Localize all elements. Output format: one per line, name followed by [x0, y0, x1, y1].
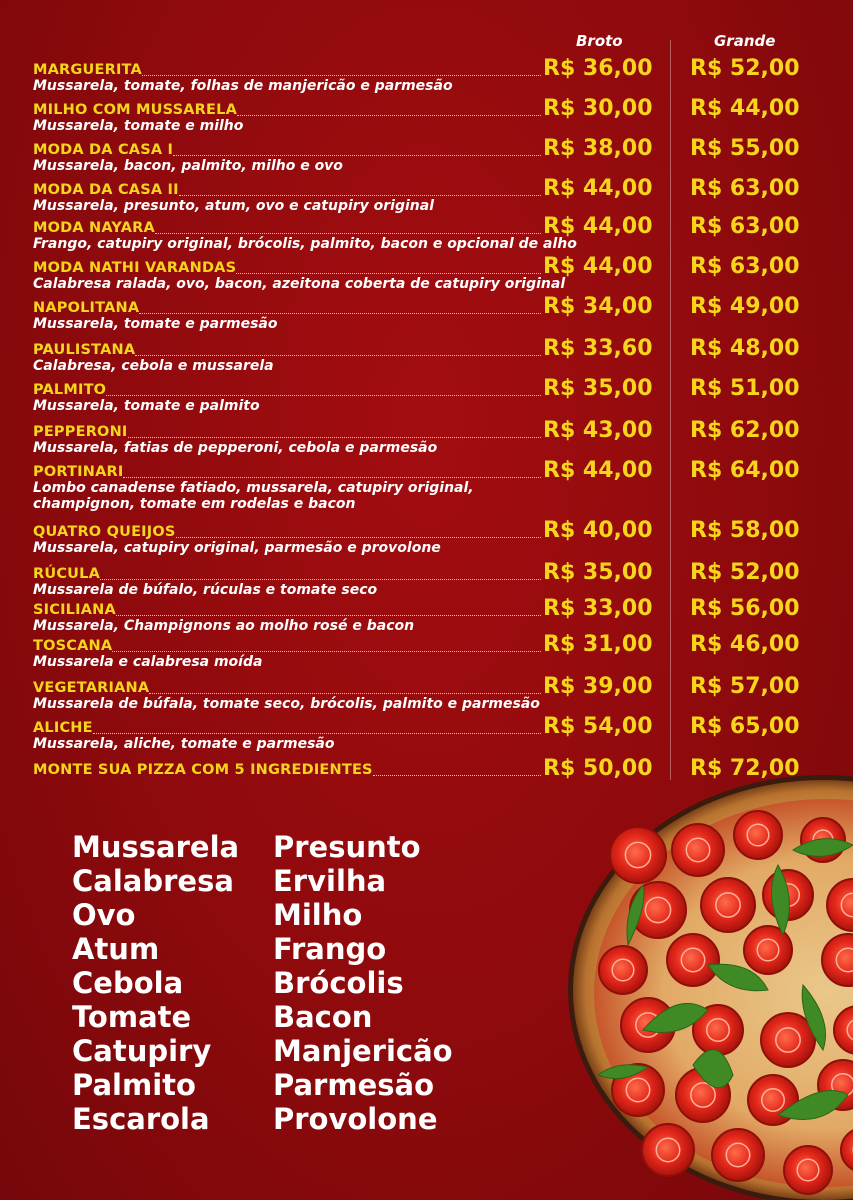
item-description: Mussarela, tomate e palmito: [33, 398, 260, 414]
dotted-leader: [237, 115, 541, 116]
price-grande: R$ 62,00: [690, 418, 800, 443]
item-name: PALMITO: [33, 382, 107, 398]
item-name: PORTINARI: [33, 464, 124, 480]
item-description: Mussarela, presunto, atum, ovo e catupiry original: [33, 198, 435, 214]
item-name: MODA DA CASA I: [33, 142, 174, 158]
menu-item: [33, 138, 813, 174]
item-description: Mussarela, bacon, palmito, milho e ovo: [33, 158, 343, 174]
dotted-leader: [236, 273, 541, 274]
item-name: QUATRO QUEIJOS: [33, 524, 176, 540]
ingredient-item: Milho: [273, 898, 363, 932]
ingredient-item: Manjericão: [273, 1034, 453, 1068]
dotted-leader: [93, 733, 541, 734]
price-broto: R$ 44,00: [543, 254, 653, 279]
item-description: Mussarela, catupiry original, parmesão e provolone: [33, 540, 441, 556]
item-name: ALICHE: [33, 720, 93, 736]
menu-item: [33, 634, 813, 670]
item-name: NAPOLITANA: [33, 300, 140, 316]
price-broto: R$ 35,00: [543, 376, 653, 401]
dotted-leader: [139, 313, 541, 314]
item-name: MILHO COM MUSSARELA: [33, 102, 238, 118]
item-description: Frango, catupiry original, brócolis, palmito, bacon e opcional de alho: [33, 236, 577, 252]
ingredient-item: Atum: [72, 932, 160, 966]
ingredient-item: Parmesão: [273, 1068, 434, 1102]
item-name: MONTE SUA PIZZA COM 5 INGREDIENTES: [33, 762, 373, 778]
item-description: Mussarela e calabresa moída: [33, 654, 263, 670]
price-broto: R$ 40,00: [543, 518, 653, 543]
dotted-leader: [123, 477, 541, 478]
menu-item: [33, 716, 813, 752]
tomato-slice: [667, 934, 719, 986]
ingredients-left: [72, 830, 239, 1136]
dotted-leader: [135, 355, 541, 356]
item-description: Mussarela de búfala, tomate seco, brócolis, palmito e parmesão: [33, 696, 540, 712]
dotted-leader: [142, 75, 541, 76]
item-name: SICILIANA: [33, 602, 116, 618]
tomato-slice: [672, 824, 724, 876]
item-description: Lombo canadense fatiado, mussarela, catupiry original,: [33, 480, 474, 496]
price-grande: R$ 52,00: [690, 560, 800, 585]
dotted-leader: [100, 579, 541, 580]
item-name: MARGUERITA: [33, 62, 142, 78]
price-grande: R$ 58,00: [690, 518, 800, 543]
price-grande: R$ 46,00: [690, 632, 800, 657]
ingredient-item: Palmito: [72, 1068, 196, 1102]
item-description: Mussarela, tomate e milho: [33, 118, 244, 134]
ingredient-item: Catupiry: [72, 1034, 212, 1068]
ingredient-item: Ervilha: [273, 864, 387, 898]
dotted-leader: [128, 437, 541, 438]
price-grande: R$ 64,00: [690, 458, 800, 483]
tomato-slice: [599, 946, 647, 994]
menu-item: [33, 520, 813, 556]
item-description: Mussarela, aliche, tomate e parmesão: [33, 736, 335, 752]
item-description: Mussarela, fatias de pepperoni, cebola e parmesão: [33, 440, 438, 456]
dotted-leader: [116, 615, 541, 616]
price-grande: R$ 51,00: [690, 376, 800, 401]
dotted-leader: [106, 395, 541, 396]
menu-item: [33, 338, 813, 374]
tomato-slice: [642, 1124, 694, 1176]
tomato-slice: [712, 1129, 764, 1181]
item-name: PAULISTANA: [33, 342, 136, 358]
price-grande: R$ 63,00: [690, 176, 800, 201]
ingredient-item: Frango: [273, 932, 387, 966]
ingredient-item: Brócolis: [273, 966, 404, 1000]
ingredients-right: [273, 830, 453, 1136]
item-name: MODA NATHI VARANDAS: [33, 260, 237, 276]
ingredient-item: Bacon: [273, 1000, 373, 1034]
column-header-grande: Grande: [714, 32, 776, 50]
price-broto: R$ 54,00: [543, 714, 653, 739]
price-broto: R$ 33,00: [543, 596, 653, 621]
tomato-slice: [784, 1146, 832, 1194]
pizza-icon: [568, 775, 853, 1200]
price-grande: R$ 48,00: [690, 336, 800, 361]
price-broto: R$ 38,00: [543, 136, 653, 161]
menu-item: [33, 562, 813, 598]
price-broto: R$ 44,00: [543, 458, 653, 483]
price-broto: R$ 30,00: [543, 96, 653, 121]
price-broto: R$ 50,00: [543, 756, 653, 781]
menu-item: [33, 460, 813, 512]
tomato-slice: [610, 827, 666, 883]
price-broto: R$ 43,00: [543, 418, 653, 443]
item-description: Mussarela de búfalo, rúculas e tomate seco: [33, 582, 378, 598]
ingredient-item: Calabresa: [72, 864, 234, 898]
price-grande: R$ 55,00: [690, 136, 800, 161]
price-grande: R$ 57,00: [690, 674, 800, 699]
menu-item: [33, 178, 813, 214]
menu-item: [33, 420, 813, 456]
item-description: Mussarela, tomate e parmesão: [33, 316, 278, 332]
price-grande: R$ 63,00: [690, 254, 800, 279]
price-grande: R$ 56,00: [690, 596, 800, 621]
item-name: VEGETARIANA: [33, 680, 150, 696]
price-grande: R$ 49,00: [690, 294, 800, 319]
menu-item: [33, 58, 813, 94]
item-name: RÚCULA: [33, 566, 101, 582]
menu-item: [33, 598, 813, 634]
price-grande: R$ 63,00: [690, 214, 800, 239]
price-broto: R$ 44,00: [543, 214, 653, 239]
menu-item: [33, 296, 813, 332]
menu-item: [33, 378, 813, 414]
price-broto: R$ 33,60: [543, 336, 653, 361]
ingredient-item: Mussarela: [72, 830, 240, 864]
item-name: MODA DA CASA II: [33, 182, 179, 198]
menu-item: [33, 98, 813, 134]
item-description: Calabresa, cebola e mussarela: [33, 358, 274, 374]
pizza-image: [568, 775, 853, 1200]
ingredient-item: Cebola: [72, 966, 184, 1000]
column-header-broto: Broto: [576, 32, 623, 50]
item-description: Mussarela, tomate, folhas de manjericão e parmesão: [33, 78, 453, 94]
dotted-leader: [176, 537, 541, 538]
price-broto: R$ 35,00: [543, 560, 653, 585]
menu-item: [33, 676, 813, 712]
ingredient-item: Ovo: [72, 898, 136, 932]
ingredient-item: Tomate: [72, 1000, 192, 1034]
tomato-slice: [734, 811, 782, 859]
price-broto: R$ 44,00: [543, 176, 653, 201]
dotted-leader: [149, 693, 541, 694]
price-grande: R$ 44,00: [690, 96, 800, 121]
tomato-slice: [744, 926, 792, 974]
dotted-leader: [112, 651, 541, 652]
item-description: Calabresa ralada, ovo, bacon, azeitona coberta de catupiry original: [33, 276, 566, 292]
dotted-leader: [173, 155, 541, 156]
item-name: PEPPERONI: [33, 424, 128, 440]
menu-item: [33, 216, 813, 252]
item-description: Mussarela, Champignons ao molho rosé e bacon: [33, 618, 415, 634]
price-broto: R$ 36,00: [543, 56, 653, 81]
price-grande: R$ 65,00: [690, 714, 800, 739]
item-description: champignon, tomate em rodelas e bacon: [33, 496, 356, 512]
ingredient-item: Provolone: [273, 1102, 438, 1136]
price-grande: R$ 52,00: [690, 56, 800, 81]
ingredient-item: Escarola: [72, 1102, 210, 1136]
dotted-leader: [373, 775, 541, 776]
tomato-slice: [701, 878, 755, 932]
dotted-leader: [179, 195, 541, 196]
menu-item: [33, 256, 813, 292]
dotted-leader: [155, 233, 541, 234]
item-name: TOSCANA: [33, 638, 113, 654]
price-broto: R$ 39,00: [543, 674, 653, 699]
item-name: MODA NAYARA: [33, 220, 155, 236]
price-grande: R$ 72,00: [690, 756, 800, 781]
price-broto: R$ 34,00: [543, 294, 653, 319]
ingredient-item: Presunto: [273, 830, 421, 864]
price-broto: R$ 31,00: [543, 632, 653, 657]
